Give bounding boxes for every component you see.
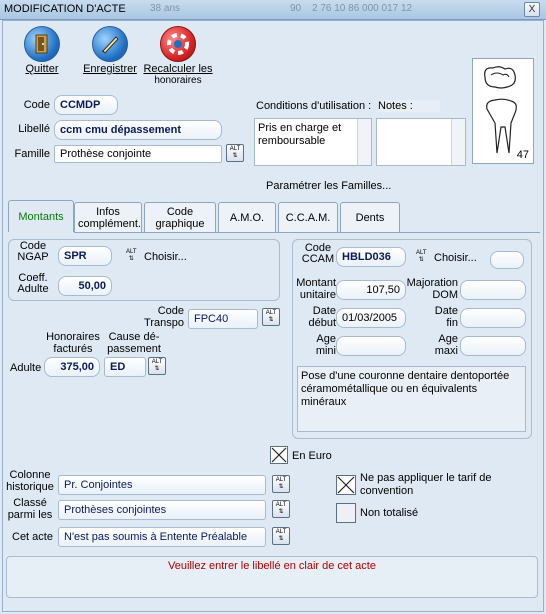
famille-label: Famille xyxy=(14,148,50,160)
coeff-input[interactable]: 50,00 xyxy=(58,276,112,296)
code-input[interactable]: CCMDP xyxy=(54,95,118,115)
save-icon xyxy=(92,26,128,62)
ne-pas-appliquer-checkbox[interactable] xyxy=(336,475,356,495)
cause-label: Cause dé- passement xyxy=(107,331,161,355)
cet-acte-alt-button[interactable]: ALT ⇅ xyxy=(272,527,290,545)
famille-alt-button[interactable]: ALT ⇅ xyxy=(226,144,244,162)
classe-select[interactable]: Prothèses conjointes xyxy=(58,500,266,520)
age-mini-label: Age mini xyxy=(315,333,336,357)
transpo-label: Code Transpo xyxy=(144,305,184,329)
recalculate-fees-button[interactable] xyxy=(142,26,214,86)
age-maxi-label: Age maxi xyxy=(434,333,458,357)
conditions-label: Conditions d'utilisation : xyxy=(256,100,372,112)
non-totalise-label: Non totalisé xyxy=(360,507,419,519)
famille-select[interactable]: Prothèse conjointe xyxy=(54,145,222,163)
ne-pas-appliquer-label: Ne pas appliquer le tarif de convention xyxy=(360,472,492,497)
majoration-input[interactable] xyxy=(460,280,526,300)
libelle-input[interactable]: ccm cmu dépassement xyxy=(54,120,222,140)
en-euro-label: En Euro xyxy=(292,450,332,462)
notes-label: Notes : xyxy=(378,100,440,112)
colonne-select[interactable]: Pr. Conjointes xyxy=(58,475,266,495)
notes-scrollbar[interactable] xyxy=(451,119,465,165)
ngap-choisir-link[interactable]: Choisir... xyxy=(144,251,187,263)
title-bar xyxy=(0,0,546,20)
honoraires-label: Honoraires facturés xyxy=(46,331,100,355)
ccam-alt-button[interactable]: ALT ⇅ xyxy=(416,250,427,263)
ccam-extra-field[interactable] xyxy=(490,251,524,269)
cet-acte-select[interactable]: N'est pas soumis à Entente Préalable xyxy=(58,527,266,547)
tab-infos-complement[interactable]: Infos complément. xyxy=(74,202,142,232)
montant-input[interactable]: 107,50 xyxy=(336,280,406,300)
ngap-label: Code NGAP xyxy=(17,240,49,263)
age-maxi-input[interactable] xyxy=(460,336,526,356)
date-debut-input[interactable]: 01/03/2005 xyxy=(336,308,406,328)
conditions-textarea[interactable] xyxy=(254,118,372,166)
libelle-label: Libellé xyxy=(18,123,50,135)
colonne-alt-button[interactable]: ALT ⇅ xyxy=(272,475,290,493)
status-message: Veuillez entrer le libellé en clair de cet acte xyxy=(6,556,538,598)
ccam-code-input[interactable]: HBLD036 xyxy=(336,247,406,267)
tab-panel-border xyxy=(74,232,540,233)
tooth-preview xyxy=(472,58,534,164)
cet-acte-label: Cet acte xyxy=(12,531,53,543)
check-x-icon xyxy=(337,476,355,494)
conditions-text: Pris en charge et remboursable xyxy=(258,122,342,147)
classe-alt-button[interactable]: ALT ⇅ xyxy=(272,500,290,518)
cause-alt-button[interactable]: ALT ⇅ xyxy=(148,357,166,375)
close-button[interactable]: X xyxy=(524,2,540,17)
ccam-code-label: Code CCAM xyxy=(301,242,335,265)
save-button[interactable] xyxy=(82,26,138,75)
transpo-alt-button[interactable]: ALT ⇅ xyxy=(262,308,280,326)
tooth-icon xyxy=(477,63,531,159)
transpo-input[interactable]: FPC40 xyxy=(188,309,258,329)
date-debut-label: Date début xyxy=(308,305,336,329)
age-mini-input[interactable] xyxy=(336,336,406,356)
save-label: Enregistrer xyxy=(83,63,137,75)
tooth-number: 47 xyxy=(516,149,529,161)
coeff-label: Coeff. Adulte xyxy=(17,272,49,295)
montant-label: Montant unitaire xyxy=(296,277,336,301)
ccam-description: Pose d'une couronne dentaire dentoportée céramométallique ou en équivalents minéraux xyxy=(297,366,526,432)
non-totalise-checkbox[interactable] xyxy=(336,503,356,523)
background-text: 90 xyxy=(290,3,302,14)
ngap-alt-button[interactable]: ALT ⇅ xyxy=(126,249,137,262)
recalculate-label-line1: Recalculer les xyxy=(143,63,213,75)
tab-code-graphique[interactable]: Code graphique xyxy=(144,202,216,232)
door-exit-icon xyxy=(24,26,60,62)
recalculate-label-line2: honoraires xyxy=(154,75,202,86)
lifebuoy-icon xyxy=(160,26,196,62)
background-text: 38 ans xyxy=(150,3,181,14)
cause-input[interactable]: ED xyxy=(104,357,146,377)
tab-dents[interactable]: Dents xyxy=(340,202,400,232)
notes-textarea[interactable] xyxy=(376,118,466,166)
conditions-scrollbar[interactable] xyxy=(357,119,371,165)
en-euro-checkbox[interactable] xyxy=(270,446,288,464)
ccam-choisir-link[interactable]: Choisir... xyxy=(434,252,477,264)
honoraires-input[interactable]: 375,00 xyxy=(44,357,100,377)
date-fin-input[interactable] xyxy=(460,308,526,328)
colonne-label: Colonne historique xyxy=(6,469,54,493)
check-x-icon xyxy=(271,447,287,463)
adulte-label: Adulte xyxy=(10,362,42,374)
parametrer-familles-link[interactable]: Paramétrer les Familles... xyxy=(266,180,392,192)
quit-label: Quitter xyxy=(25,63,59,75)
tab-amo[interactable]: A.M.O. xyxy=(218,202,276,232)
quit-button[interactable] xyxy=(20,26,64,75)
code-label: Code xyxy=(23,99,50,111)
majoration-label: Majoration DOM xyxy=(406,277,458,301)
classe-label: Classé parmi les xyxy=(7,497,53,521)
tab-montants[interactable]: Montants xyxy=(8,200,74,232)
background-text: 2 76 10 86 000 017 12 xyxy=(312,3,413,14)
tab-ccam[interactable]: C.C.A.M. xyxy=(278,202,338,232)
ngap-code-input[interactable]: SPR xyxy=(58,246,112,266)
window-title: MODIFICATION D'ACTE xyxy=(4,3,126,15)
date-fin-label: Date fin xyxy=(434,305,458,329)
